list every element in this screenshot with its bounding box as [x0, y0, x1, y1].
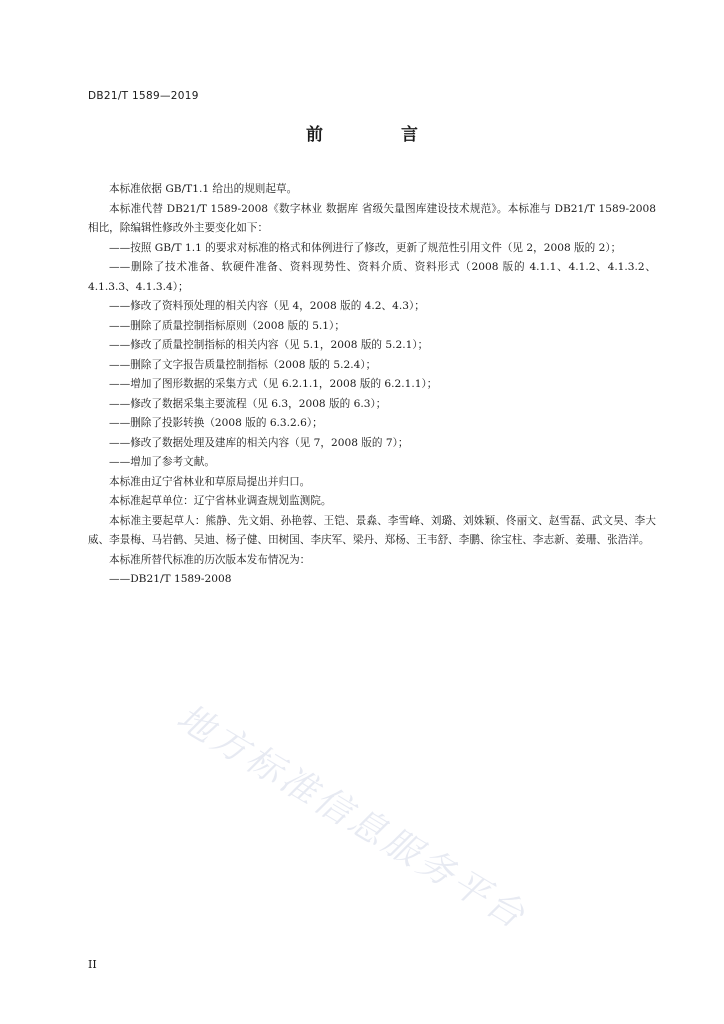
change-item: ——增加了参考文献。 [109, 456, 215, 468]
paragraph: 本标准主要起草人：熊静、先文娟、孙艳蓉、王铠、景淼、李雪峰、刘璐、刘姝颖、佟丽文、赵雪磊、武文昊、李大威、李景梅、马岩鹤、吴迪、杨子健、田树国、李庆军、梁丹、郑杨、王韦舒、李鹏、徐宝柱、李志新、姜珊、张浩洋。 [88, 514, 656, 546]
page-number: II [88, 958, 97, 971]
document-code: DB21/T 1589—2019 [88, 90, 199, 102]
change-item: ——删除了质量控制指标原则（2008 版的 5.1）； [109, 319, 345, 332]
change-item: ——删除了投影转换（2008 版的 6.3.2.6）； [109, 417, 323, 429]
change-item: ——删除了文字报告质量控制指标（2008 版的 5.2.4）； [109, 358, 377, 371]
foreword-body [88, 180, 656, 590]
change-item: ——修改了资料预处理的相关内容（见 4，2008 版的 4.2、4.3）； [109, 300, 425, 312]
change-item: ——增加了图形数据的采集方式（见 6.2.1.1，2008 版的 6.2.1.1）； [109, 378, 438, 390]
change-item: ——按照 GB/T 1.1 的要求对标准的格式和体例进行了修改，更新了规范性引用文件（见 2，2008 版的 2）； [109, 241, 622, 254]
change-item: ——修改了数据处理及建库的相关内容（见 7，2008 版的 7）； [109, 436, 409, 449]
paragraph: 本标准起草单位：辽宁省林业调查规划监测院。 [109, 495, 332, 507]
paragraph: 本标准代替 DB21/T 1589-2008《数字林业 数据库 省级矢量图库建设技术规范》。本标准与 DB21/T 1589-2008 相比，除编辑性修改外主要变化如下： [88, 202, 656, 234]
change-item: ——修改了质量控制指标的相关内容（见 5.1，2008 版的 5.2.1）； [109, 339, 429, 351]
watermark: 地方标准信息服务平台 [169, 696, 534, 939]
paragraph: 本标准由辽宁省林业和草原局提出并归口。 [109, 475, 311, 488]
page-title: 前 言 [306, 125, 454, 145]
change-item: ——删除了技术准备、软硬件准备、资料现势性、资料介质、资料形式（2008 版的 4.1.1、4.1.2、4.1.3.2、4.1.3.3、4.1.3.4）； [88, 261, 656, 293]
history-item: ——DB21/T 1589-2008 [109, 573, 232, 585]
paragraph: 本标准依据 GB/T1.1 给出的规则起草。 [109, 183, 298, 195]
change-item: ——修改了数据采集主要流程（见 6.3，2008 版的 6.3）； [109, 397, 387, 410]
paragraph: 本标准所替代标准的历次版本发布情况为： [109, 553, 311, 566]
